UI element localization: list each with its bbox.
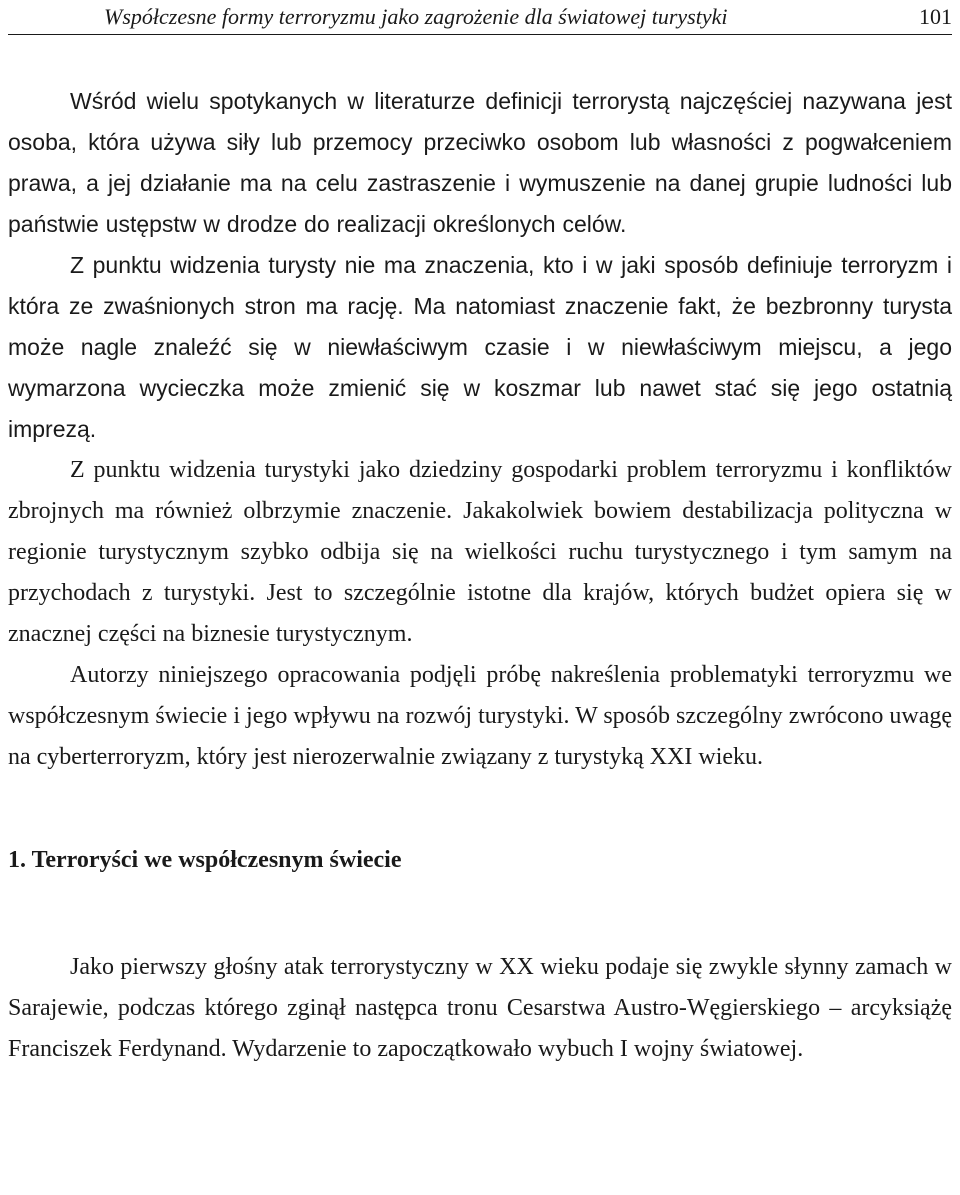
paragraph-tourist-view: Z punktu widzenia turysty nie ma znaczenia, kto i w jaki sposób definiuje terroryzm i która ze zwaśnionych stron ma rację. Ma natomiast znaczenie fakt, że bezbronny turysta może nagle znaleźć się w niewłaściwym czasie i w niewłaściwym miejscu, a jego wymarzona wycieczka może zmienić się w koszmar lub nawet stać się jego ostatnią imprezą. (8, 252, 952, 442)
running-header (8, 0, 952, 35)
paragraph-definition: Wśród wielu spotykanych w literaturze definicji terrorystą najczęściej nazywana jest osoba, która używa siły lub przemocy przeciwko osobom lub własności z pogwałceniem prawa, a jej działanie ma na celu zastraszenie i wymuszenie na danej grupie ludności lub państwie ustępstw w drodze do realizacji określonych celów. (8, 88, 952, 237)
paragraph-sarajevo: Jako pierwszy głośny atak terrorystyczny w XX wieku podaje się zwykle słynny zamach w Sarajewie, podczas którego zginął następca tronu Cesarstwa Austro-Węgierskiego – arcyksiążę Franciszek Ferdynand. Wydarzenie to zapoczątkowało wybuch I wojny światowej. (8, 954, 952, 1062)
document-page (8, 0, 952, 1070)
document-body (8, 81, 952, 1070)
page-number: 101 (919, 4, 952, 29)
paragraph-tourism-economy: Z punktu widzenia turystyki jako dziedziny gospodarki problem terroryzmu i konfliktów zbrojnych ma również olbrzymie znaczenie. Jakakolwiek bowiem destabilizacja polityczna w regionie turystycznym szybko odbija się na wielkości ruchu turystycznego i tym samym na przychodach z turystyki. Jest to szczególnie istotne dla krajów, których budżet opiera się w znacznej części na biznesie turystycznym. (8, 457, 952, 647)
paragraph-authors: Autorzy niniejszego opracowania podjęli próbę nakreślenia problematyki terroryzmu we współczesnym świecie i jego wpływu na rozwój turystyki. W sposób szczególny zwrócono uwagę na cyberterroryzm, który jest nierozerwalnie związany z turystyką XXI wieku. (8, 662, 952, 770)
section-heading: 1. Terroryści we współczesnym świecie (8, 847, 402, 873)
running-title: Współczesne formy terroryzmu jako zagrożenie dla światowej turystyki (104, 4, 728, 29)
